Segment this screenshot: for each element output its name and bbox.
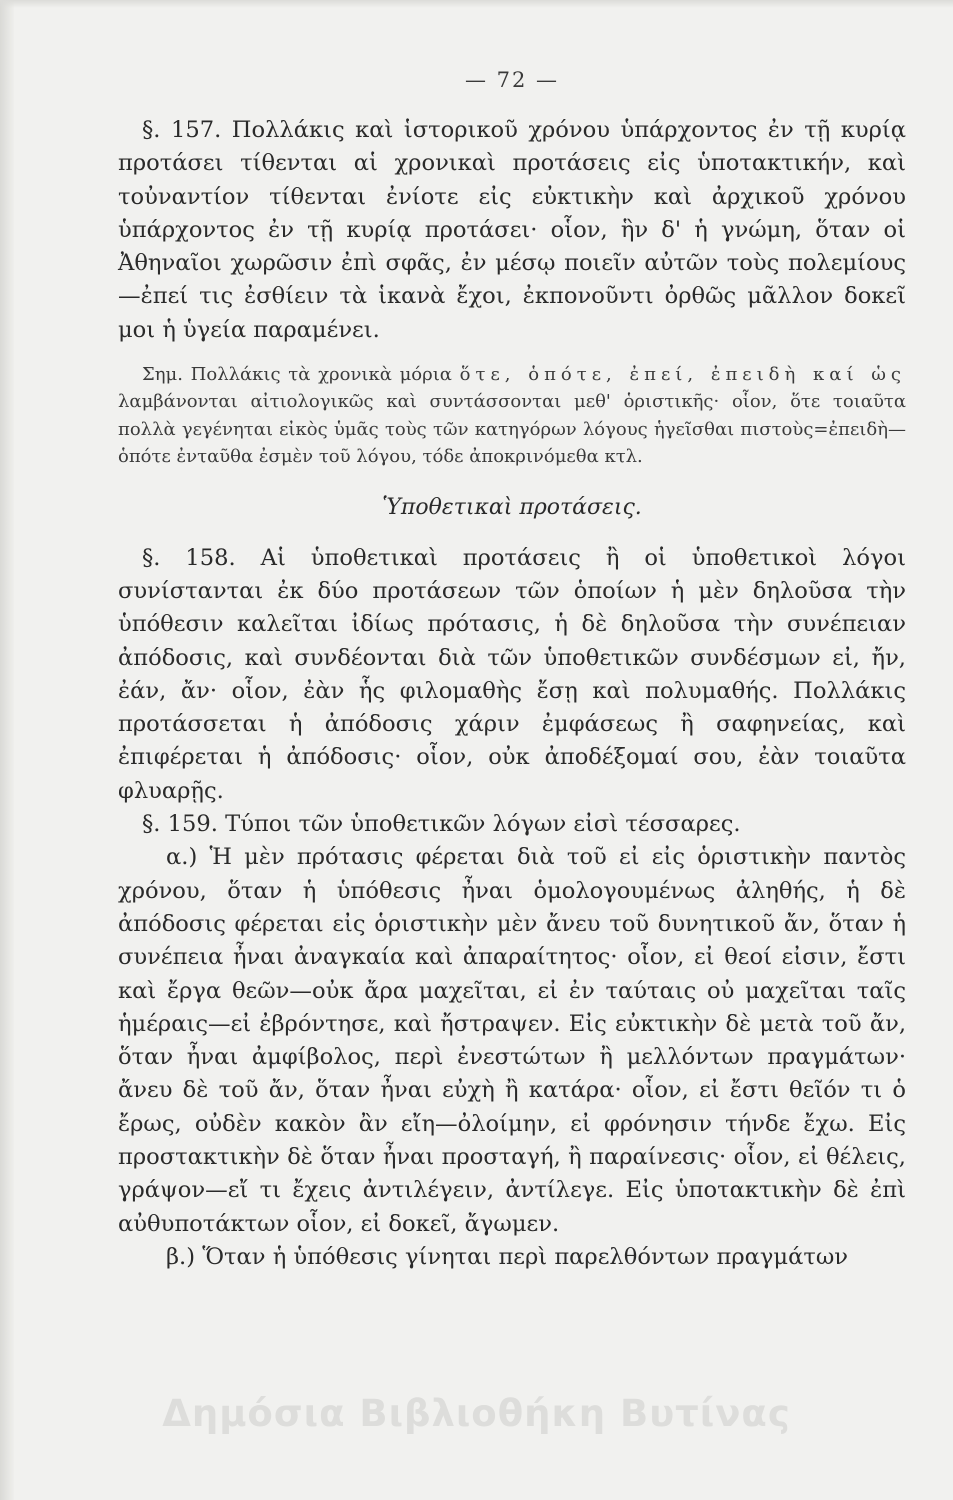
note-lead: Σημ. Πολλάκις τὰ χρονικὰ μόρια [142, 364, 460, 386]
note-paragraph [118, 361, 906, 471]
section-158: §. 158. Αἱ ὑποθετικαὶ προτάσεις ἢ οἱ ὑποθετικοὶ λόγοι συνίστανται ἐκ δύο προτάσεων τῶν ὁποίων ἡ μὲν δηλοῦσα τὴν ὑπόθεσιν καλεῖται ἰδίως πρότασις, ἡ δὲ δηλοῦσα τὴν συνέπειαν ἀπόδοσις, καὶ συνδέονται διὰ τῶν ὑποθετικῶν συνδέσμων εἰ, ἤν, ἐάν, ἄν· οἷον, ἐὰν ἧς φιλομαθὴς ἔσῃ καὶ πολυμαθής. Πολλάκις προτάσσεται ἡ ἀπόδοσις χάριν ἐμφάσεως ἢ σαφηνείας, καὶ ἐπιφέρεται ἡ ἀπόδοσις· οἷον, οὐκ ἀποδέξομαί σου, ἐὰν τοιαῦτα φλυαρῇς. [118, 544, 906, 804]
library-watermark: Δημόσια Βιβλιοθήκη Βυτίνας [162, 1392, 791, 1435]
note-spaced-words: ὅτε, ὁπότε, ἐπεί, ἐπειδὴ καί ὡς [459, 364, 906, 386]
page-edge [0, 0, 14, 1500]
case-alpha: α.) Ἡ μὲν πρότασις φέρεται διὰ τοῦ εἰ εἰς ὁριστικὴν παντὸς χρόνου, ὅταν ἡ ὑπόθεσις ἦναι ὁμολογουμένως ἀληθής, ἡ δὲ ἀπόδοσις φέρεται εἰς ὁριστικὴν μὲν ἄνευ τοῦ δυνητικοῦ ἄν, ὅταν ἡ συνέπεια ἦναι ἀναγκαία καὶ ἀπαραίτητος· οἷον, εἰ θεοί εἰσιν, ἔστι καὶ ἔργα θεῶν—οὐκ ἄρα μαχεῖται, εἰ ἐν ταύταις οὐ μαχεῖται ταῖς ἡμέραις—εἰ ἐβρόντησε, καὶ ἤστραψεν. Εἰς εὐκτικὴν δὲ μετὰ τοῦ ἄν, ὅταν ἦναι ἀμφίβολος, περὶ ἐνεστώτων ἢ μελλόντων πραγμάτων· ἄνευ δὲ τοῦ ἄν, ὅταν ἦναι εὐχὴ ἢ κατάρα· οἷον, εἰ ἔστι θεῖόν τι ὁ ἔρως, οὐδὲν κακὸν ἂν εἴη—ὀλοίμην, εἰ φρόνησιν τήνδε ἔχω. Εἰς προστακτικὴν δὲ ὅταν ἦναι προσταγή, ἢ παραίνεσις· οἷον, εἰ θέλεις, γράψον—εἴ τι ἔχεις ἀντιλέγειν, ἀντίλεγε. Εἰς ὑποτακτικὴν δὲ ἐπὶ αὐθυποτάκτων οἷον, εἰ δοκεῖ, ἄγωμεν. [118, 844, 906, 1237]
book-page [118, 68, 906, 1274]
section-159: §. 159. Τύποι τῶν ὑποθετικῶν λόγων εἰσὶ τέσσαρες. [142, 811, 741, 838]
note-rest: λαμβάνονται αἰτιολογικῶς καὶ συντάσσονται μεθ' ὁριστικῆς· οἷον, ὅτε τοιαῦτα πολλὰ γεγένηται εἰκὸς ὑμᾶς τοὺς τῶν κατηγόρων λόγους ἡγεῖσθαι πιστοὺς=ἐπειδὴ—ὁπότε ἐνταῦθα ἐσμὲν τοῦ λόγου, τόδε ἀποκρινόμεθα κτλ. [118, 391, 906, 468]
top-shadow [0, 0, 953, 8]
page-number: — 72 — [464, 68, 560, 92]
section-heading: Ὑποθετικαὶ προτάσεις. [382, 494, 642, 520]
case-beta: β.) Ὅταν ἡ ὑπόθεσις γίνηται περὶ παρελθόντων πραγμάτων [166, 1243, 849, 1270]
section-157: §. 157. Πολλάκις καὶ ἱστορικοῦ χρόνου ὑπάρχοντος ἐν τῇ κυρίᾳ προτάσει τίθενται αἱ χρονικαὶ προτάσεις εἰς ὑποτακτικήν, καὶ τοὐναντίον τίθενται ἐνίοτε εἰς εὐκτικὴν καὶ ἀρχικοῦ χρόνου ὑπάρχοντος ἐν τῇ κυρίᾳ προτάσει· οἷον, ἣν δ' ἡ γνώμη, ὅταν οἱ Ἀθηναῖοι χωρῶσιν ἐπὶ σφᾶς, ἐν μέσῳ ποιεῖν αὐτῶν τοὺς πολεμίους—ἐπεί τις ἐσθίειν τὰ ἱκανὰ ἔχοι, ἐκπονοῦντι ὀρθῶς μᾶλλον δοκεῖ μοι ἡ ὑγεία παραμένει. [118, 117, 906, 343]
